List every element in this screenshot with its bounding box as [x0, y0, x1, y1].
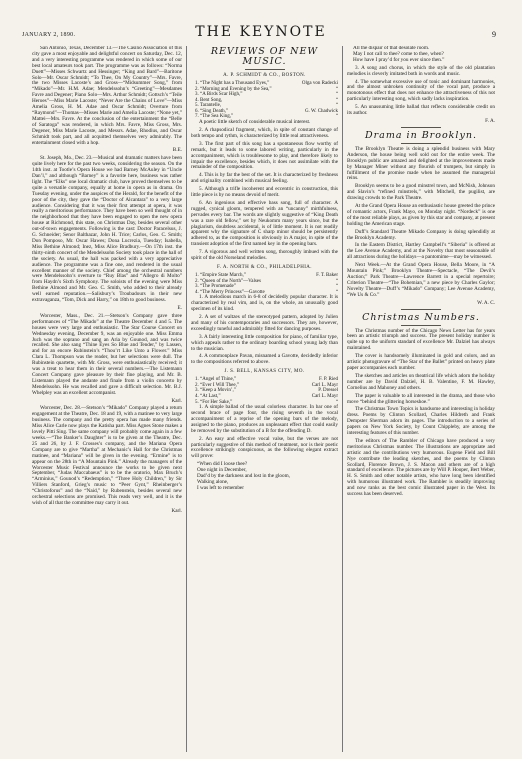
list-item: 4. Bent Song, “ — [195, 97, 338, 103]
section-heading-drama: Drama in Brooklyn. — [365, 129, 477, 141]
article-worcester-2: Worcester, Dec. 28.—Stetson’s “Mikado” Company played a return engagement at the Theatre, Dec. 18 and 19, with a matinee to very large business. The company and the pretty opera has made many friends. Miss Alice Carle now plays the Katisha part. Miss Agnes Stone makes a lovely Pitti Sing. The same company will probably come again in a few weeks.—“The Banker’s Daughter” is to be given at the Theatre, Dec. 25 and 26, by J. F. Crosses’s company, and the Mariana Opera Company are to give “Martha” at Mechanic’s Hall for the Christmas matinee, and “Mariana” will be given in the evening. “Ermine” is to appear on the 28th in “A Mountain Pink.” Already the managers of the Worcester Music Festival announce the works to be given next September, “Judas Maccabaeus” is to be the oratorio, Max Bruch’s “Arminius,” Gounod’s “Redemption,” “Three Holy Children,” by Sir Villiers Stanford, Grieg’s music to “Peer Gynt,” Rheinberger’s “Christoforus” and the “Naid,” by Rubenstein, besides several new orchestral selections are promised. This reads very well, and it is the wish of all that the committee may carry it out. — [32, 405, 182, 506]
list-item: 4. “The Merry Princess”—Gavotte “ — [195, 289, 338, 295]
review-paragraph: 5. An unassuming little ballad that reflects considerable credit on its author. — [347, 104, 495, 117]
signature: B.E. — [172, 147, 182, 154]
article-paragraph: The Christmas Town Topics is handsome and interesting in holiday dress. Poems by Clinton Scollard, Charles Hildreth and Frank Dempster Sherman adorn its pages. The introduction to a series of papers on New York Society, by Count Chippleby, are among the interesting features of this number. — [347, 406, 495, 437]
column-1 — [32, 46, 182, 752]
review-paragraph: 7. A vigorous and well written song, thoroughly imbued with the spirit of the old Norseland melodies. — [191, 249, 338, 262]
publisher-heading: J. S. BELL, KANSAS CITY, MO. — [224, 369, 305, 375]
verse-line: One night in December, — [197, 467, 247, 474]
signature: F. A. — [485, 117, 495, 124]
signature: E. — [177, 304, 182, 311]
verse-line: “When did I loose thee? — [197, 461, 248, 468]
divider — [401, 309, 441, 310]
list-item: 1. “The Night has a Thousand Eyes,” Olga von Radecki — [195, 80, 338, 86]
music-list-1 — [191, 81, 338, 120]
section-heading-reviews: REVIEWS OF NEW MUSIC. — [210, 46, 319, 67]
verse-line: May I not call to thee? come to thee, when? — [353, 50, 444, 57]
signature: Karl. — [171, 507, 182, 514]
review-paragraph: 1. A melodious march in 6-8 of decidedly popular character. It is characterized by real vim, and is, on the whole, an unusually good specimen of its kind. — [191, 294, 338, 313]
list-item: 2. “Ever I Will Thee,” Carl L. Mayr — [195, 382, 338, 388]
music-list-2 — [191, 273, 338, 295]
review-paragraph: 1. A simple ballad of the usual colorless character. In bar one of second brace of page four, the rising seventh in the vocal accompaniment of a reprise of the opening bars of the melody, assigned to the piano, produces an unpleasant effect that could easily be removed by the substitution of a B for the offending D. — [191, 404, 338, 434]
verse-line: All the dispair of that desolate room. — [353, 46, 430, 51]
article-st-joseph: St. Joseph, Mo., Dec. 23.—Musical and dramatic matters have been quite lively here for the past two weeks, considering the season. On the 14th inst. at Tootle’s Opera House we had Barney McAuley in “Uncle Dan’l,” and although “Barney” is a favorite here, business was rather light. The “Elks” one local dramatic club, have proved themselves to be quite a versatile company, equally at home in opera as in drama. On Tuesday evening, under the auspices of the Herald, for the benefit of the poor of the city, they gave the “Doctor of Alcantara” to a very large audience. Considering that it was their first attempt at opera, it was really a meritorious performance. They have been so well thought of in the neighborhood that they have been engaged to open the new opera house at Richmond, this state, on Christmas Day, besides several other out-of-town engagements. Following is the cast: Doctor Paracelsus, J. G. Schneider; Senor Balthazar, John H. Trice; Carlos, Geo. C. Smith; Don Pomposo, Mr. Oscar Hawes; Dona Lucrezia, Tuesday; Isabella, Miss Bethine Almond; Inez, Miss Alice Bradbury.—On 17th inst. the thirty-ninth concert of the Mendelssohn Society took place in the hall of the society. As usual, the hall was packed with a very appreciative audience. The programme was a fine one, and rendered in the usual excellent manner of the society. Chief among the orchestral numbers were Mendelssohn’s overture to “Ruy Blas” and “Allegro di Molto” from Haydn’s Sixth Symphony. The soloists of the evening were Miss Bethine Almond and Mr. Geo. C. Smith, who added to their already well earned reputation.—Salisbury’s Troubadours in their new extravaganza, “Tom, Dick and Harry,” on 18th to good business. — [32, 155, 182, 304]
article-paragraph: The paper is valuable to all interested in the drama, and those who move “behind the glittering horseshoe.” — [347, 392, 495, 405]
list-item: 3. “A Birds Scar High,” “ — [195, 92, 338, 98]
review-paragraph: 2. An easy and effective vocal valse, but the verses are not particularly suggestive of this method of treatment, nor is their poetic excellence strikingly conspicuous, as the following elegant extract will prove: — [191, 435, 338, 460]
verse-line: Walking alone, — [197, 479, 229, 485]
review-paragraph: 4. The somewhat excessive use of tonic and dominant harmonies, and the almost unbroken continuity of the vocal part, produce a monotonous effect that does not enhance the attractiveness of this not particularly interesting song, which sadly lacks inspiration. — [347, 78, 495, 103]
section-heading-christmas: Christmas Numbers. — [362, 311, 480, 323]
review-paragraph: 2. A set of waltzes of the stereotyped pattern, adopted by Julien and many of his contemporaries and successors. They are, however, exceedingly tuneful and admirably fitted for dancing purposes. — [191, 314, 338, 332]
review-paragraph: 2. A rhapsodical fragment, which, in spite of constant change of both tempo and rythm, is characterized by little real attractiveness. — [191, 126, 338, 139]
divider — [401, 143, 441, 144]
page-number: 9 — [492, 30, 496, 39]
article-paragraph: The cover is handsomely illuminated in gold and colors, and an artistic photogravure of “The Star of the Ballet” printed on heavy plate paper accompanies each number. — [347, 353, 495, 371]
list-item: 4. “At Last,” Carl L. Mayr — [195, 393, 338, 399]
music-list-3 — [191, 377, 338, 405]
list-item: 3. “Keep a Movin’,” P. Dressel — [195, 388, 338, 394]
verse-line: How have I pray’d for you ever since then.” — [353, 56, 445, 63]
column-3 — [347, 46, 495, 752]
article-paragraph: Duff’s Standard Theatre Mikado Company is doing splendidly at the Brooklyn Academy. — [347, 228, 495, 241]
article-paragraph: The sketches and articles on theatrical life which adorn the holiday number are by David Dalziel, H. B. Valentine, F. M. Hawley, Cornelius and Mahoney and others. — [347, 372, 495, 391]
column-rule — [342, 46, 343, 752]
list-item: 2. “Morning and Evening by the Sea,” “ — [195, 86, 338, 92]
article-paragraph: The editors of The Rambler of Chicago have produced a very meritorious Christmas number. The illustrations are appropriate and artistic and the contributions very humorous. Eugene Field and Bill Nye contribute the leading sketches, and the poems by Clinton Scollard, Florence Brown, J. S. Macon and others are of a high standard of excellence. The pictures are by Will P. Hooper, Bert Weber, H. S. Smith and other notable artists, who have long been identified with humorous illustrated work. The Rambler is steadily improving and now ranks as the best comic illustrated paper in the West. Its success has been deserved. — [347, 437, 495, 498]
review-paragraph: 3. The first part of this song has a spontaneous flow worthy of remark, but it leads to some labored writing, particularly in the accompaniment, which is troublesome to play, and therefore likely to impair the excellence, besides which, it does not assimilate with the remainder of the composition. — [191, 140, 338, 171]
article-worcester-1: Worcester, Mass., Dec. 21.—Stetson’s Company gave three performances of “The Mikado” at the Theatre December 4 and 5. The houses were very large and enthusiastic. The Star Course Concert on Wednesday evening, December 9, was an enjoyable one. Miss Emma Juch was the soprano and sang an Aria by Gounod, and was twice recalled. She also sang “Thine Eyes So Blue and Tender,” by Lassen, and for an encore Rubinstein’s “Thou’rt Like Unto a Flower.” Miss Clara L. Thompson was the reader, but her selections were dull. The Rubinstein quartette, with Mr. Gross, were enthusiastically received; it was a treat to hear them in their several numbers.—The Listemann Concert Company gave pleasure by their fine playing, and Mr. B. Listemann played the andante and finale from a violin concerto by Mendelssohn. He was recalled and gave a difficult selection. Mr. B.J. Whelpley was an excellent accompanist. — [32, 312, 182, 396]
divider — [401, 325, 441, 326]
issue-date: JANUARY 2, 1890. — [22, 32, 76, 38]
list-item: 2. “Queen of the North”—Valses “ — [195, 278, 338, 284]
review-paragraph: 3. A song and chorus, in which the style of the old plantation melodies is cleverly imitated both in words and music. — [347, 64, 495, 77]
review-paragraph: 6. An ingenious and effective bass song, full of character. A rugged, cynical gloom, tempered with an “uncanny” mirthfulness, pervades every bar. The words are slightly suggestive of “King Death was a rare old fellow,” set by Neukomm many years since, but the plagiarism, doubtless accidental, is of little moment. It is not readily apparent why the signature of C sharp minor should be persistently adhered to, as the composition is obviously in A major, in spite of the transient adoption of the first named key in the opening bars. — [191, 199, 338, 248]
masthead-title: THE KEYNOTE — [195, 24, 327, 40]
review-paragraph: A poetic little sketch of considerable musical interest. — [199, 119, 311, 126]
verse-line: I was left to remember — [197, 484, 244, 491]
list-item: 7. “The Sea King,” “ — [195, 114, 338, 120]
review-paragraph: 4. This is by far the best of the set. It is characterized by freshness and originality combined with musical feeling. — [191, 172, 338, 185]
column-2 — [191, 46, 338, 752]
review-paragraph: 5. Although a trifle incoherent and eccentric in construction, this little piece is by no means devoid of merit. — [191, 186, 338, 199]
list-item: 6. “Sing Death,” G. W. Chadwick — [195, 108, 338, 114]
column-rule — [186, 46, 187, 752]
publisher-heading: A. P. SCHMIDT & CO., BOSTON. — [223, 73, 306, 78]
list-item: 5. “For Her Sake,” “ — [195, 399, 338, 405]
verse-line: Dad’d by the darkness and lost in the gloom, — [197, 473, 290, 480]
article-paragraph: The Christmas number of the Chicago News Letter has for years been an artistic triumph and success. The present holiday number is quite up to the uniform standard of excellence Mr. Dalziel has always maintained. — [347, 327, 495, 352]
list-item: 1. “Empire State March,” F. T. Baker — [195, 272, 338, 278]
divider — [401, 127, 441, 128]
signature: W. A. C. — [477, 299, 495, 306]
review-paragraph: 3. A fairly interesting little composition for piano, of familiar type, which appeals rather to the ordinary boarding school young lady than to the musician. — [191, 333, 338, 352]
article-paragraph: In the Eastern District, Hartley Campbell’s “Siberia” is offered at the Lee Avenue Academy, and at the Novelty that most seasonable of all attractions during the holidays—a pantomime—may be witnessed. — [347, 242, 495, 261]
list-item: 5. Tarantelle, “ — [195, 103, 338, 109]
list-item: 1. “Angel of Thine,” F. P. Ried — [195, 377, 338, 383]
review-paragraph: 4. A commonplace Pavan, misnamed a Gavotte, decidedly inferior to the compositions referred to above. — [191, 353, 338, 366]
list-item: 3. “The Promenade” “ — [195, 284, 338, 290]
verse-quote — [191, 462, 338, 492]
article-paragraph: At the Grand Opera House an enthusiastic house greeted the prince of romantic actors, Frank Mayo, on Monday night. “Nordeck” is one of the most reliable plays, as given by this star and company, at present holding the American stage. — [347, 203, 495, 227]
signature: Karl. — [171, 397, 182, 404]
article-paragraph: Brooklyn seems to be a good minstrel town, and McNish, Johnson and Slavin’s “refined minstrels,” with Mitchell, the pugilist, are drawing crowds to the Park Theatre. — [347, 183, 495, 202]
article-paragraph: Next Week.—At the Grand Opera House, Bella Moore, in “A Mountain Pink;” Brooklyn Theatre—Spectacle, “The Devil’s Auction;” Park Theatre—Lawrence Barrett in a special repertoire; Criterion Theatre—“The Bohemian,” a new piece by Charles Gaylor; Novelty Theatre—Duff’s “Mikado” Company; Lee Avenue Academy, “We Us & Co.” — [347, 262, 495, 298]
article-san-antonio: San Antonio, Texas, December 13.—The Casino Association of this city gave a most enjoyable and delightful concert on Saturday, Dec. 12, and a very interesting programme was rendered in which some of our best local amateurs took part. The programme was as follows: “Norma Duett”—Misses Schwartz and Hessinger; “King and Bard”—Baritone Solo—Mr. Oscar Schmidt; “To Thee, On My Country”—Mrs. Favre, the two Misses Lacoste’s and Gross—“Midsummer Song,” from “Mikado”—Mr. H.M. Adae; Mendelssohn’s “Greeting”—Mesdames Favre and Degener; Piano Solo—Mrs. Arthur Schmidt; Gottsch’s “Teile Heroes”—Miss Marie Lacoste; “Never Are the Chains of Love”—Miss Amelia Gross, H. M. Adae and Oscar Schmidt; Overture from “Raymond”—Thomas—Misses Marie and Amelia Lacoste; “None yet,” Mattei—Mrs. Favre. At the conclusion of the entertainment the “Belle of Saratoga” was rendered, in which Mrs. Favre, Miss Gross, Mrs. Degener, Miss Marie Lacoste, and Messrs. Adae, Rhodius, and Oscar Schmidt took part, and all acquitted themselves very admirably. The entertainment closed with a hop. — [32, 46, 182, 146]
article-paragraph: The Brooklyn Theatre is doing a splendid business with Mary Anderson, the house being well sold out for the entire week. The Brooklyn public are amazed and delighted at the improvements made by Manager Miner without any flourish of trumpets, but simply in fulfillment of the promise made when he assumed the managerial reins. — [347, 145, 495, 182]
publisher-heading: F. A. NORTH & CO., PHILADELPHIA. — [217, 265, 312, 270]
divider — [245, 69, 285, 70]
